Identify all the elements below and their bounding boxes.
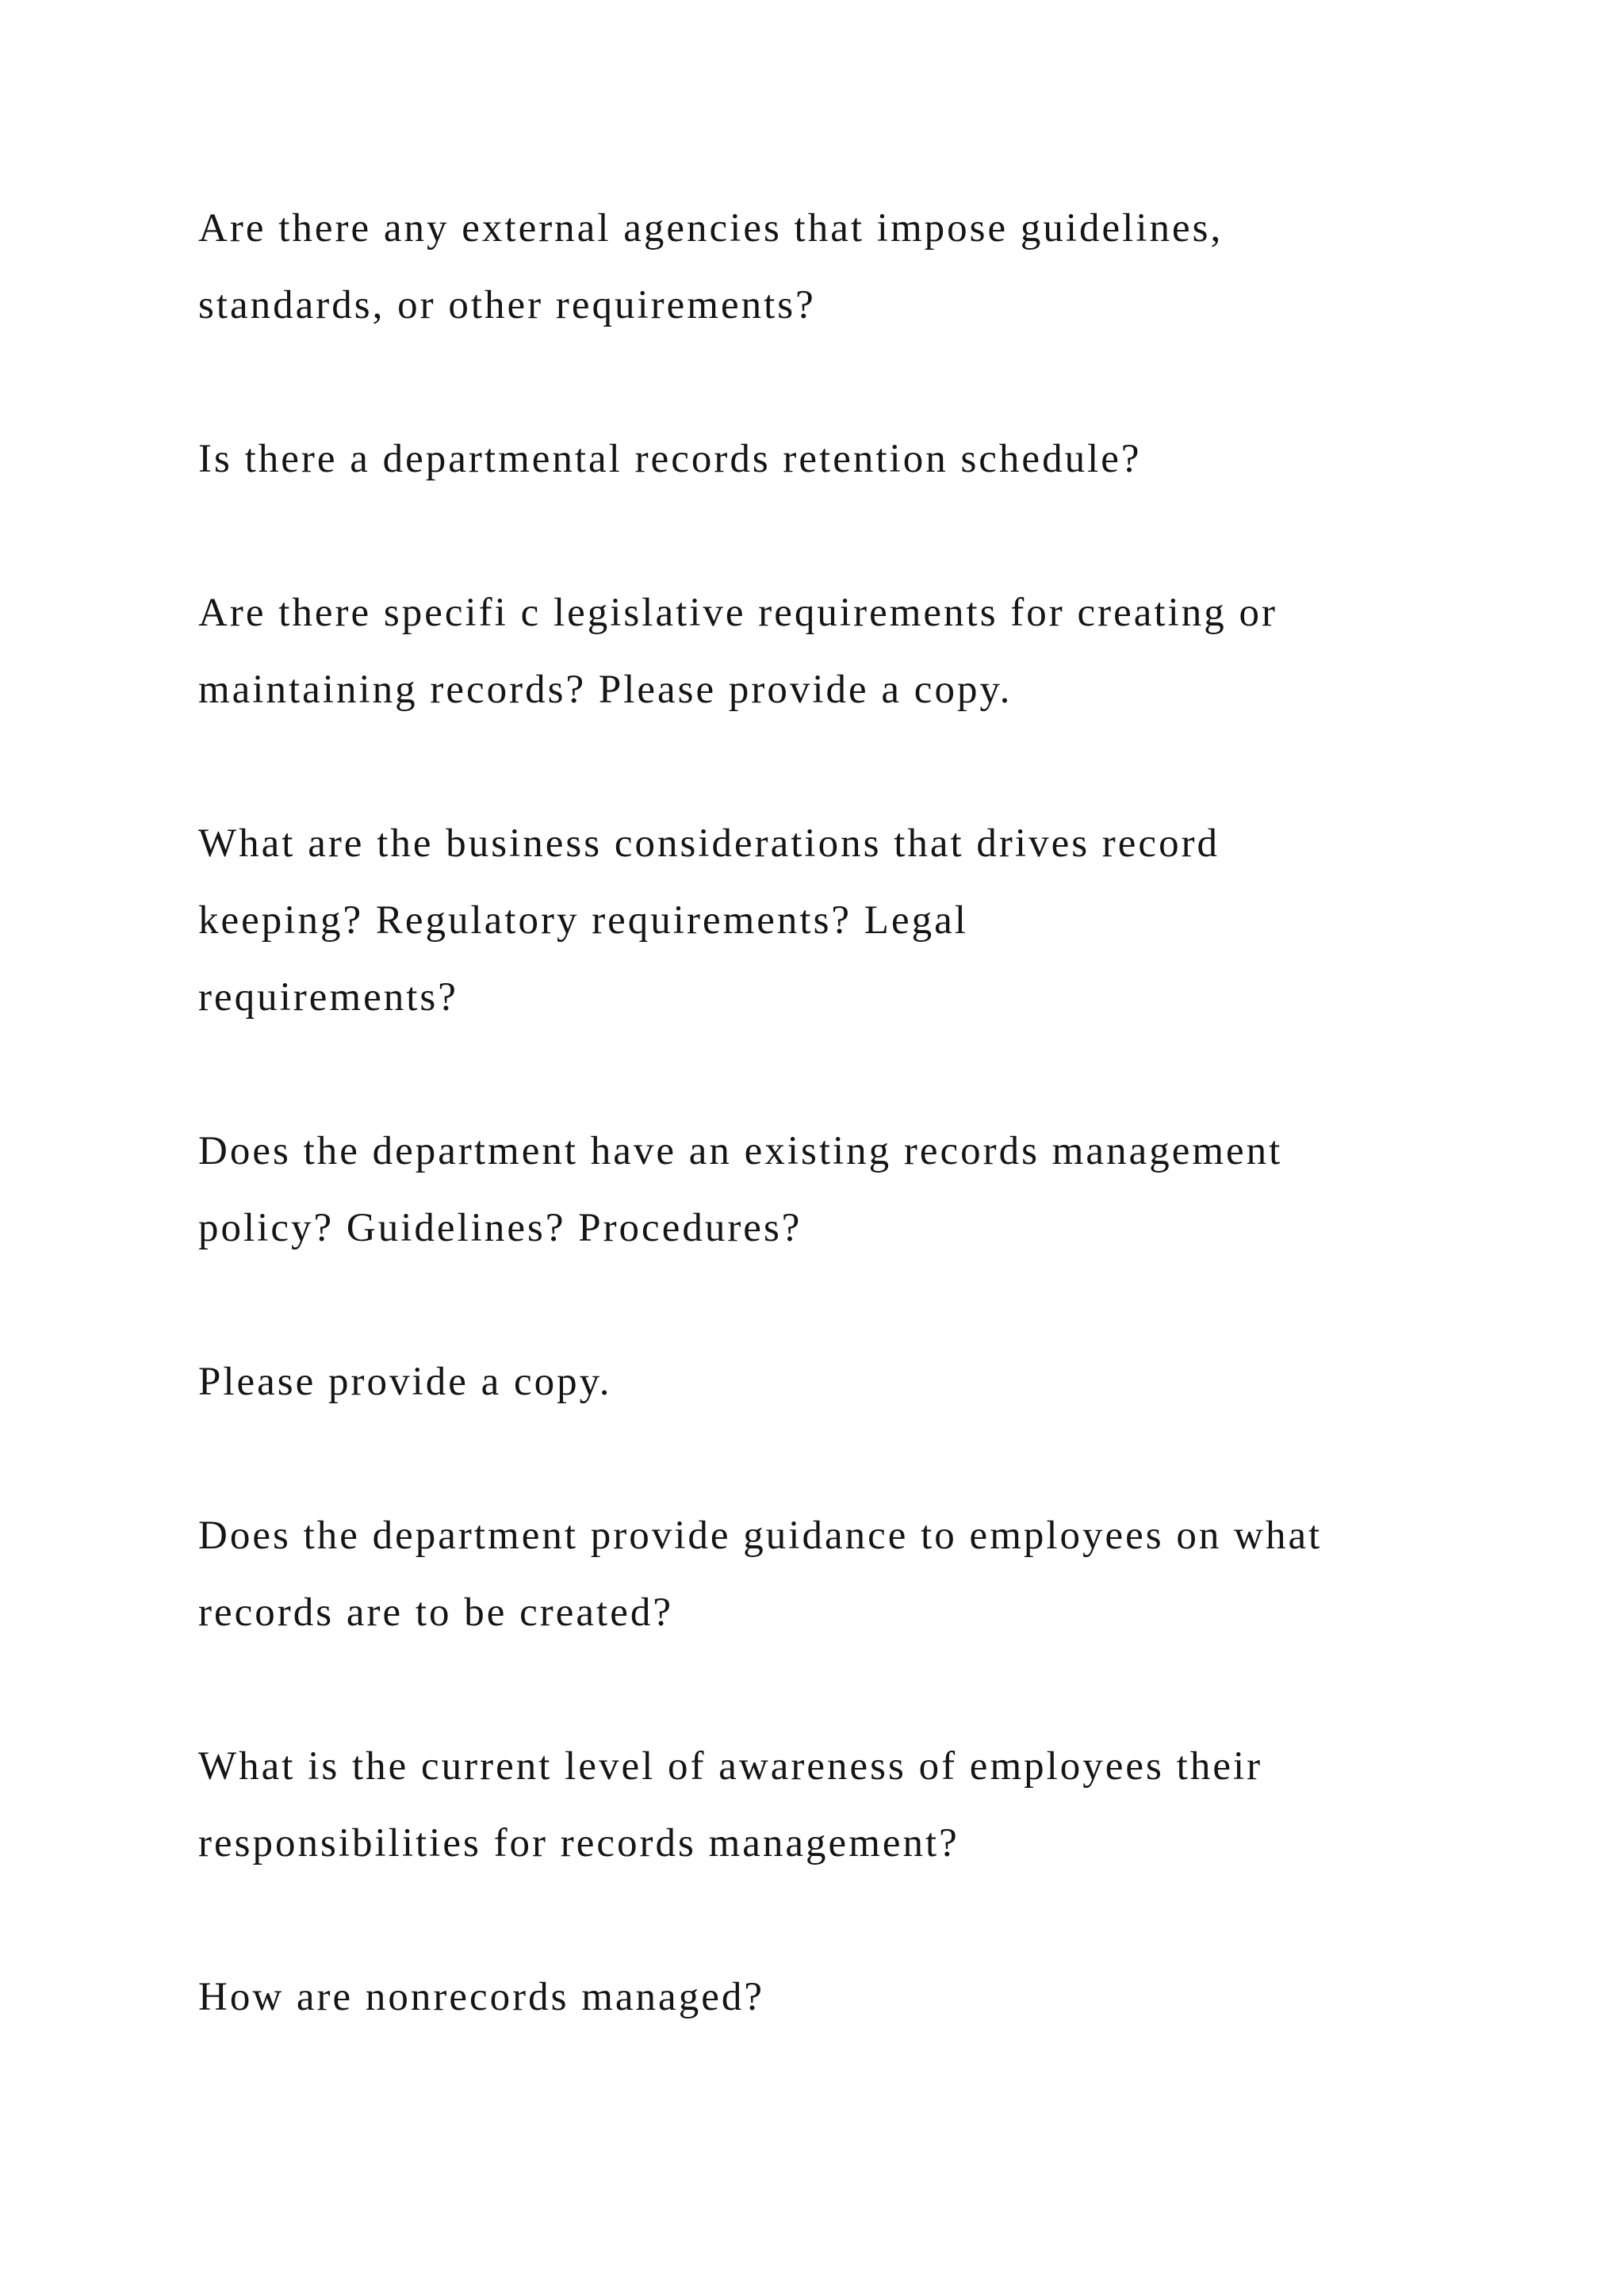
paragraph-external-agencies xyxy=(198,190,1499,344)
paragraph-legislative-requirements xyxy=(198,575,1499,729)
paragraph-provide-copy xyxy=(198,1344,1499,1421)
text-line: Please provide a copy. xyxy=(198,1360,612,1404)
text-line: Does the department provide guidance to employees on what xyxy=(198,1513,1323,1558)
paragraph-retention-schedule xyxy=(198,421,1499,498)
text-line: Are there specifi c legislative requirements for creating or xyxy=(198,591,1277,635)
text-line: What are the business considerations that drives record xyxy=(198,821,1220,866)
text-line: keeping? Regulatory requirements? Legal xyxy=(198,898,968,943)
text-line: policy? Guidelines? Procedures? xyxy=(198,1206,802,1250)
paragraph-employee-awareness xyxy=(198,1728,1499,1882)
document-body xyxy=(198,190,1499,2036)
text-line: Is there a departmental records retention schedule? xyxy=(198,437,1142,481)
paragraph-employee-guidance xyxy=(198,1498,1499,1651)
text-line: How are nonrecords managed? xyxy=(198,1975,764,2019)
text-line: standards, or other requirements? xyxy=(198,283,816,327)
text-line: Does the department have an existing records management xyxy=(198,1129,1283,1173)
text-line: maintaining records? Please provide a copy. xyxy=(198,668,1013,712)
text-line: What is the current level of awareness of employees their xyxy=(198,1744,1263,1789)
paragraph-business-considerations xyxy=(198,806,1499,1036)
text-line: records are to be created? xyxy=(198,1590,673,1635)
paragraph-existing-policy xyxy=(198,1113,1499,1267)
text-line: responsibilities for records management? xyxy=(198,1821,959,1866)
paragraph-nonrecords xyxy=(198,1959,1499,2036)
text-line: Are there any external agencies that impose guidelines, xyxy=(198,206,1224,251)
text-line: requirements? xyxy=(198,975,458,1020)
